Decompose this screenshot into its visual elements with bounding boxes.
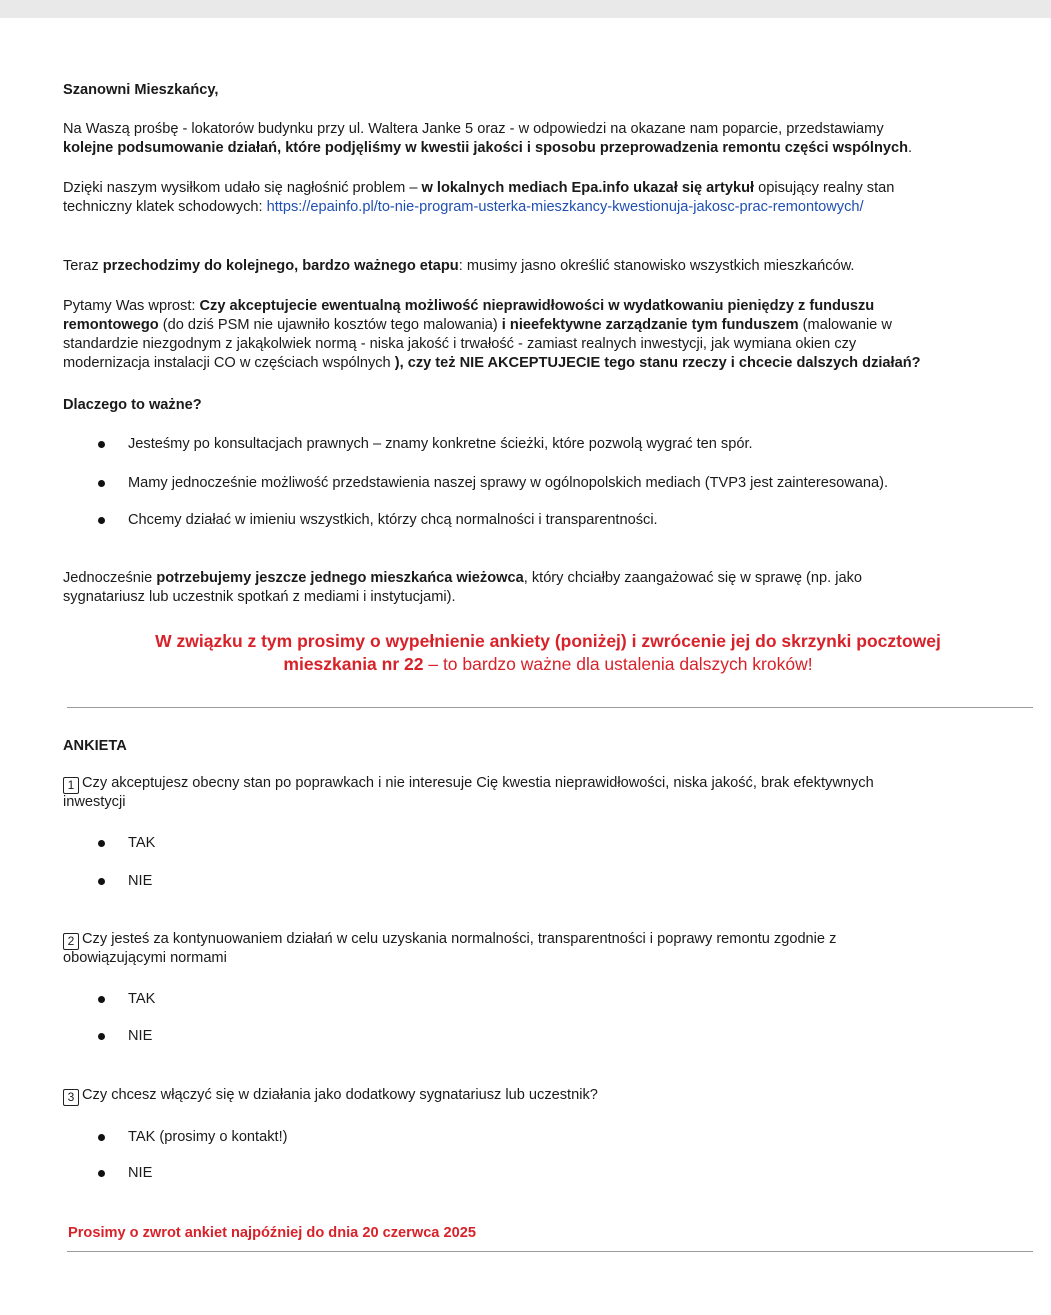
number-3-icon: 3 xyxy=(63,1089,79,1106)
question-2-text-cont: obowiązującymi normami xyxy=(63,950,227,966)
bullet-icon xyxy=(98,517,105,524)
need-line-2: sygnatariusz lub uczestnik spotkań z mediami i instytucjami). xyxy=(63,589,456,605)
question-2-text: 2 Czy jesteś za kontynuowaniem działań w celu uzyskania normalności, transparentności i poprawy remontu zgodnie z xyxy=(63,931,836,950)
question-para-line-1: Pytamy Was wprost: Czy akceptujecie ewentualną możliwość nieprawidłowości w wydatkowaniu pieniędzy z funduszu xyxy=(63,298,875,314)
bullet-icon xyxy=(98,878,105,885)
divider xyxy=(67,707,1033,708)
need-line-1: Jednocześnie potrzebujemy jeszcze jednego mieszkańca wieżowca, który chciałby zaangażować się w sprawę (np. jako xyxy=(63,570,862,586)
divider xyxy=(67,1251,1033,1252)
intro-line-1: Na Waszą prośbę - lokatorów budynku przy ul. Waltera Janke 5 oraz - w odpowiedzi na okazane nam poparcie, przedstawiamy xyxy=(63,121,884,137)
bullet-icon xyxy=(98,840,105,847)
number-2-icon: 2 xyxy=(63,933,79,950)
survey-heading: ANKIETA xyxy=(63,738,127,754)
bullet-icon xyxy=(98,1033,105,1040)
viewer-top-bar xyxy=(0,0,1051,18)
question-1-text-cont: inwestycji xyxy=(63,794,126,810)
deadline-note: Prosimy o zwrot ankiet najpóźniej do dnia 20 czerwca 2025 xyxy=(68,1225,476,1241)
bullet-icon xyxy=(98,1134,105,1141)
callout-line-2: mieszkania nr 22 – to bardzo ważne dla ustalenia dalszych kroków! xyxy=(283,654,813,674)
article-link[interactable]: https://epainfo.pl/to-nie-program-usterka-mieszkancy-kwestionuja-jakosc-prac-remontowych/ xyxy=(266,199,864,215)
bullet-icon xyxy=(98,996,105,1003)
question-1-text: 1 Czy akceptujesz obecny stan po poprawkach i nie interesuje Cię kwestia nieprawidłowości, niska jakość, brak efektywnych xyxy=(63,775,874,794)
stage-line: Teraz przechodzimy do kolejnego, bardzo ważnego etapu: musimy jasno określić stanowisko wszystkich mieszkańców. xyxy=(63,258,855,274)
number-1-icon: 1 xyxy=(63,777,79,794)
callout-line-1: W związku z tym prosimy o wypełnienie ankiety (poniżej) i zwrócenie jej do skrzynki pocztowej xyxy=(155,631,941,651)
greeting: Szanowni Mieszkańcy, xyxy=(63,82,219,98)
bullet-icon xyxy=(98,441,105,448)
bullet-icon xyxy=(98,480,105,487)
why-heading: Dlaczego to ważne? xyxy=(63,397,202,413)
question-para-line-2: remontowego (do dziś PSM nie ujawniło kosztów tego malowania) i nieefektywne zarządzanie tym funduszem (malowanie w xyxy=(63,317,892,333)
question-para-line-4: modernizacja instalacji CO w częściach wspólnych ), czy też NIE AKCEPTUJECIE tego stanu rzeczy i chcecie dalszych działań? xyxy=(63,355,921,371)
intro-line-2: kolejne podsumowanie działań, które podjęliśmy w kwestii jakości i sposobu przeprowadzenia remontu części wspólnych. xyxy=(63,140,913,156)
bullet-icon xyxy=(98,1170,105,1177)
media-line-1: Dzięki naszym wysiłkom udało się nagłośnić problem – w lokalnych mediach Epa.info ukazał się artykuł opisujący realny stan xyxy=(63,180,895,196)
media-line-2: techniczny klatek schodowych: https://epainfo.pl/to-nie-program-usterka-mieszkancy-kwestionuja-jakosc-prac-remontowych/ xyxy=(63,199,864,215)
question-3-text: 3 Czy chcesz włączyć się w działania jako dodatkowy sygnatariusz lub uczestnik? xyxy=(63,1087,598,1106)
question-para-line-3: standardzie niezgodnym z jakąkolwiek normą - niska jakość i trwałość - zamiast realnych inwestycji, jak wymiana okien czy xyxy=(63,336,857,352)
